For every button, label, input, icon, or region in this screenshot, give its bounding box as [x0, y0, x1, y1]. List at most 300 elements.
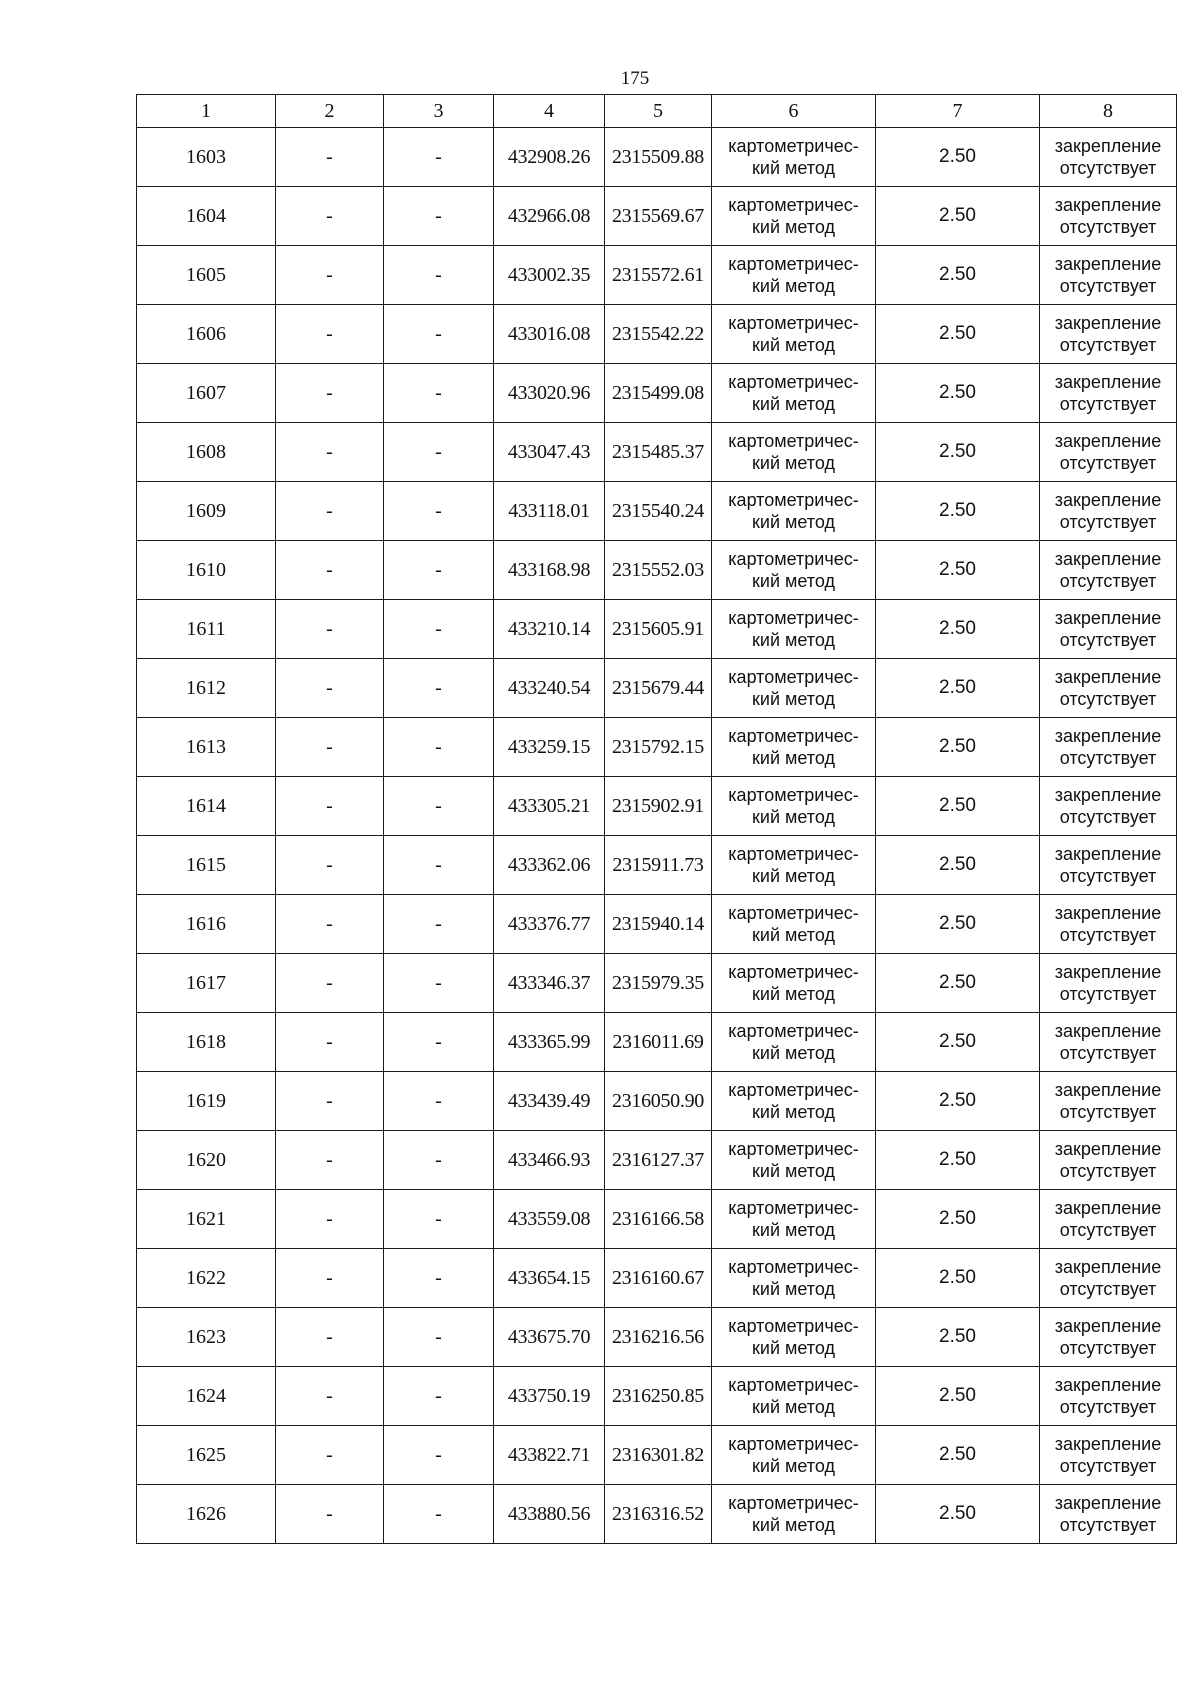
point-number-cell: 1620	[137, 1131, 276, 1190]
point-number-cell: 1612	[137, 659, 276, 718]
fixing-cell	[1040, 482, 1177, 541]
fixing-cell	[1040, 305, 1177, 364]
table-row	[137, 1308, 1177, 1367]
fixing-cell	[1040, 1485, 1177, 1544]
column-2-cell: -	[276, 246, 384, 305]
method-cell	[712, 718, 876, 777]
column-3-cell: -	[384, 1190, 494, 1249]
method-cell	[712, 836, 876, 895]
fixing-line-2: отсутствует	[1059, 1102, 1157, 1122]
method-line-2: кий метод	[752, 807, 835, 827]
fixing-line-1: закрепление	[1054, 1316, 1162, 1336]
coordinate-x-cell: 433654.15	[494, 1249, 605, 1308]
table-row	[137, 659, 1177, 718]
column-2-cell: -	[276, 1072, 384, 1131]
coordinate-y-cell: 2315485.37	[605, 423, 712, 482]
coordinate-y-cell: 2315792.15	[605, 718, 712, 777]
accuracy-cell: 2.50	[876, 482, 1040, 541]
coordinate-x-cell: 433559.08	[494, 1190, 605, 1249]
column-2-cell: -	[276, 895, 384, 954]
table-row	[137, 600, 1177, 659]
column-2-cell: -	[276, 600, 384, 659]
fixing-line-1: закрепление	[1054, 726, 1162, 746]
column-3-cell: -	[384, 1367, 494, 1426]
coordinate-y-cell: 2315605.91	[605, 600, 712, 659]
coordinate-y-cell: 2316160.67	[605, 1249, 712, 1308]
fixing-line-2: отсутствует	[1059, 335, 1157, 355]
fixing-cell	[1040, 187, 1177, 246]
point-number-cell: 1623	[137, 1308, 276, 1367]
method-cell	[712, 1013, 876, 1072]
table-row	[137, 364, 1177, 423]
point-number-cell: 1621	[137, 1190, 276, 1249]
fixing-line-2: отсутствует	[1059, 1515, 1157, 1535]
coordinate-y-cell: 2315911.73	[605, 836, 712, 895]
column-3-cell: -	[384, 482, 494, 541]
fixing-line-1: закрепление	[1054, 1434, 1162, 1454]
coordinate-x-cell: 433362.06	[494, 836, 605, 895]
point-number-cell: 1610	[137, 541, 276, 600]
fixing-line-2: отсутствует	[1059, 276, 1157, 296]
coordinate-y-cell: 2316166.58	[605, 1190, 712, 1249]
method-cell	[712, 1426, 876, 1485]
coordinate-x-cell: 433047.43	[494, 423, 605, 482]
fixing-line-2: отсутствует	[1059, 1456, 1157, 1476]
method-line-2: кий метод	[752, 748, 835, 768]
column-3-cell: -	[384, 1426, 494, 1485]
fixing-line-1: закрепление	[1054, 490, 1162, 510]
table-row	[137, 423, 1177, 482]
point-number-cell: 1617	[137, 954, 276, 1013]
table-row	[137, 1249, 1177, 1308]
fixing-line-2: отсутствует	[1059, 453, 1157, 473]
method-cell	[712, 1190, 876, 1249]
method-line-1: картометричес-	[728, 844, 859, 864]
method-cell	[712, 1131, 876, 1190]
method-line-2: кий метод	[752, 866, 835, 886]
accuracy-cell: 2.50	[876, 364, 1040, 423]
method-line-1: картометричес-	[728, 1316, 859, 1336]
point-number-cell: 1607	[137, 364, 276, 423]
coordinate-x-cell: 433210.14	[494, 600, 605, 659]
coordinate-x-cell: 433822.71	[494, 1426, 605, 1485]
fixing-line-2: отсутствует	[1059, 1397, 1157, 1417]
fixing-line-2: отсутствует	[1059, 630, 1157, 650]
fixing-cell	[1040, 1367, 1177, 1426]
point-number-cell: 1603	[137, 128, 276, 187]
coordinate-y-cell: 2315569.67	[605, 187, 712, 246]
accuracy-cell: 2.50	[876, 1013, 1040, 1072]
column-3-cell: -	[384, 1249, 494, 1308]
table-row	[137, 1131, 1177, 1190]
coordinate-x-cell: 433020.96	[494, 364, 605, 423]
fixing-line-1: закрепление	[1054, 313, 1162, 333]
fixing-cell	[1040, 1426, 1177, 1485]
coordinate-x-cell: 433118.01	[494, 482, 605, 541]
fixing-cell	[1040, 1249, 1177, 1308]
coordinate-x-cell: 433750.19	[494, 1367, 605, 1426]
method-cell	[712, 1485, 876, 1544]
fixing-line-1: закрепление	[1054, 1021, 1162, 1041]
column-3-cell: -	[384, 541, 494, 600]
table-row	[137, 482, 1177, 541]
fixing-line-2: отсутствует	[1059, 571, 1157, 591]
fixing-line-2: отсутствует	[1059, 1338, 1157, 1358]
column-header: 4	[494, 95, 605, 128]
accuracy-cell: 2.50	[876, 1367, 1040, 1426]
column-header: 2	[276, 95, 384, 128]
point-number-cell: 1609	[137, 482, 276, 541]
point-number-cell: 1613	[137, 718, 276, 777]
column-3-cell: -	[384, 1131, 494, 1190]
fixing-line-2: отсутствует	[1059, 866, 1157, 886]
fixing-line-1: закрепление	[1054, 254, 1162, 274]
method-line-1: картометричес-	[728, 962, 859, 982]
column-3-cell: -	[384, 954, 494, 1013]
coordinate-y-cell: 2315902.91	[605, 777, 712, 836]
column-3-cell: -	[384, 836, 494, 895]
method-line-2: кий метод	[752, 453, 835, 473]
method-line-2: кий метод	[752, 1515, 835, 1535]
coordinate-y-cell: 2316316.52	[605, 1485, 712, 1544]
column-2-cell: -	[276, 1131, 384, 1190]
fixing-cell	[1040, 1072, 1177, 1131]
table-row	[137, 718, 1177, 777]
coordinate-y-cell: 2315979.35	[605, 954, 712, 1013]
method-cell	[712, 305, 876, 364]
fixing-line-2: отсутствует	[1059, 158, 1157, 178]
method-cell	[712, 246, 876, 305]
accuracy-cell: 2.50	[876, 128, 1040, 187]
point-number-cell: 1611	[137, 600, 276, 659]
coordinate-y-cell: 2315540.24	[605, 482, 712, 541]
fixing-cell	[1040, 895, 1177, 954]
column-2-cell: -	[276, 1426, 384, 1485]
method-cell	[712, 128, 876, 187]
fixing-line-1: закрепление	[1054, 195, 1162, 215]
accuracy-cell: 2.50	[876, 895, 1040, 954]
fixing-cell	[1040, 364, 1177, 423]
coordinate-x-cell: 433439.49	[494, 1072, 605, 1131]
fixing-line-1: закрепление	[1054, 667, 1162, 687]
column-3-cell: -	[384, 1072, 494, 1131]
fixing-line-1: закрепление	[1054, 962, 1162, 982]
fixing-line-1: закрепление	[1054, 844, 1162, 864]
column-header: 6	[712, 95, 876, 128]
method-line-2: кий метод	[752, 1338, 835, 1358]
method-line-2: кий метод	[752, 1279, 835, 1299]
fixing-line-2: отсутствует	[1059, 1220, 1157, 1240]
method-cell	[712, 600, 876, 659]
accuracy-cell: 2.50	[876, 600, 1040, 659]
method-line-2: кий метод	[752, 394, 835, 414]
coordinate-x-cell: 433259.15	[494, 718, 605, 777]
accuracy-cell: 2.50	[876, 541, 1040, 600]
point-number-cell: 1615	[137, 836, 276, 895]
coordinate-x-cell: 433240.54	[494, 659, 605, 718]
fixing-line-1: закрепление	[1054, 1375, 1162, 1395]
fixing-line-2: отсутствует	[1059, 1279, 1157, 1299]
fixing-line-1: закрепление	[1054, 549, 1162, 569]
column-3-cell: -	[384, 305, 494, 364]
fixing-cell	[1040, 423, 1177, 482]
method-cell	[712, 482, 876, 541]
column-2-cell: -	[276, 1249, 384, 1308]
method-line-2: кий метод	[752, 158, 835, 178]
method-line-1: картометричес-	[728, 549, 859, 569]
method-line-2: кий метод	[752, 217, 835, 237]
header-row	[137, 95, 1177, 128]
column-header: 5	[605, 95, 712, 128]
column-2-cell: -	[276, 659, 384, 718]
coordinate-x-cell: 433168.98	[494, 541, 605, 600]
accuracy-cell: 2.50	[876, 305, 1040, 364]
method-cell	[712, 1249, 876, 1308]
column-3-cell: -	[384, 659, 494, 718]
fixing-line-2: отсутствует	[1059, 217, 1157, 237]
coordinate-y-cell: 2316050.90	[605, 1072, 712, 1131]
method-cell	[712, 777, 876, 836]
column-2-cell: -	[276, 541, 384, 600]
method-line-2: кий метод	[752, 571, 835, 591]
fixing-cell	[1040, 1013, 1177, 1072]
fixing-line-2: отсутствует	[1059, 1043, 1157, 1063]
column-2-cell: -	[276, 187, 384, 246]
method-line-1: картометричес-	[728, 1493, 859, 1513]
accuracy-cell: 2.50	[876, 777, 1040, 836]
method-cell	[712, 895, 876, 954]
accuracy-cell: 2.50	[876, 659, 1040, 718]
point-number-cell: 1614	[137, 777, 276, 836]
table-row	[137, 1367, 1177, 1426]
column-3-cell: -	[384, 718, 494, 777]
column-3-cell: -	[384, 187, 494, 246]
method-cell	[712, 423, 876, 482]
coordinate-x-cell: 433376.77	[494, 895, 605, 954]
fixing-cell	[1040, 1308, 1177, 1367]
method-line-2: кий метод	[752, 276, 835, 296]
table-row	[137, 246, 1177, 305]
coordinate-y-cell: 2316250.85	[605, 1367, 712, 1426]
method-line-2: кий метод	[752, 630, 835, 650]
accuracy-cell: 2.50	[876, 1190, 1040, 1249]
column-2-cell: -	[276, 718, 384, 777]
fixing-line-2: отсутствует	[1059, 925, 1157, 945]
fixing-line-2: отсутствует	[1059, 394, 1157, 414]
fixing-line-1: закрепление	[1054, 372, 1162, 392]
method-line-1: картометричес-	[728, 431, 859, 451]
column-3-cell: -	[384, 1485, 494, 1544]
column-2-cell: -	[276, 836, 384, 895]
fixing-cell	[1040, 718, 1177, 777]
column-3-cell: -	[384, 1013, 494, 1072]
fixing-cell	[1040, 1131, 1177, 1190]
column-3-cell: -	[384, 364, 494, 423]
fixing-line-1: закрепление	[1054, 1080, 1162, 1100]
fixing-line-2: отсутствует	[1059, 748, 1157, 768]
column-2-cell: -	[276, 777, 384, 836]
fixing-line-1: закрепление	[1054, 1257, 1162, 1277]
table-row	[137, 1426, 1177, 1485]
fixing-cell	[1040, 128, 1177, 187]
method-line-1: картометричес-	[728, 372, 859, 392]
accuracy-cell: 2.50	[876, 187, 1040, 246]
column-3-cell: -	[384, 600, 494, 659]
method-cell	[712, 1308, 876, 1367]
page-number: 175	[620, 68, 650, 89]
method-cell	[712, 659, 876, 718]
method-line-2: кий метод	[752, 984, 835, 1004]
fixing-line-1: закрепление	[1054, 903, 1162, 923]
boundary-points-table	[136, 94, 1177, 1544]
point-number-cell: 1605	[137, 246, 276, 305]
fixing-cell	[1040, 659, 1177, 718]
method-line-2: кий метод	[752, 1102, 835, 1122]
coordinate-y-cell: 2316127.37	[605, 1131, 712, 1190]
point-number-cell: 1616	[137, 895, 276, 954]
column-2-cell: -	[276, 364, 384, 423]
method-line-2: кий метод	[752, 1043, 835, 1063]
table-row	[137, 305, 1177, 364]
fixing-line-2: отсутствует	[1059, 1161, 1157, 1181]
coordinate-x-cell: 432908.26	[494, 128, 605, 187]
table-row	[137, 1485, 1177, 1544]
fixing-line-1: закрепление	[1054, 1493, 1162, 1513]
table-row	[137, 836, 1177, 895]
point-number-cell: 1619	[137, 1072, 276, 1131]
point-number-cell: 1608	[137, 423, 276, 482]
method-line-1: картометричес-	[728, 667, 859, 687]
fixing-line-1: закрепление	[1054, 136, 1162, 156]
column-2-cell: -	[276, 128, 384, 187]
method-line-1: картометричес-	[728, 726, 859, 746]
coordinate-y-cell: 2315552.03	[605, 541, 712, 600]
column-3-cell: -	[384, 1308, 494, 1367]
table-row	[137, 954, 1177, 1013]
table-row	[137, 895, 1177, 954]
accuracy-cell: 2.50	[876, 718, 1040, 777]
column-2-cell: -	[276, 1190, 384, 1249]
method-line-2: кий метод	[752, 512, 835, 532]
coordinate-x-cell: 433880.56	[494, 1485, 605, 1544]
accuracy-cell: 2.50	[876, 836, 1040, 895]
column-2-cell: -	[276, 954, 384, 1013]
accuracy-cell: 2.50	[876, 1308, 1040, 1367]
column-3-cell: -	[384, 246, 494, 305]
method-line-2: кий метод	[752, 925, 835, 945]
column-3-cell: -	[384, 423, 494, 482]
method-line-1: картометричес-	[728, 1375, 859, 1395]
coordinate-y-cell: 2315572.61	[605, 246, 712, 305]
accuracy-cell: 2.50	[876, 1485, 1040, 1544]
table-row	[137, 1190, 1177, 1249]
column-2-cell: -	[276, 1013, 384, 1072]
method-line-1: картометричес-	[728, 490, 859, 510]
fixing-line-2: отсутствует	[1059, 807, 1157, 827]
fixing-cell	[1040, 954, 1177, 1013]
coordinate-y-cell: 2315499.08	[605, 364, 712, 423]
point-number-cell: 1626	[137, 1485, 276, 1544]
table-row	[137, 1013, 1177, 1072]
method-line-1: картометричес-	[728, 1021, 859, 1041]
method-line-2: кий метод	[752, 335, 835, 355]
coordinate-x-cell: 433346.37	[494, 954, 605, 1013]
method-line-2: кий метод	[752, 689, 835, 709]
method-line-2: кий метод	[752, 1397, 835, 1417]
fixing-line-1: закрепление	[1054, 608, 1162, 628]
point-number-cell: 1622	[137, 1249, 276, 1308]
method-line-2: кий метод	[752, 1161, 835, 1181]
method-cell	[712, 1072, 876, 1131]
coordinate-y-cell: 2315542.22	[605, 305, 712, 364]
coordinate-y-cell: 2315940.14	[605, 895, 712, 954]
method-line-2: кий метод	[752, 1456, 835, 1476]
method-cell	[712, 1367, 876, 1426]
column-2-cell: -	[276, 1485, 384, 1544]
fixing-line-1: закрепление	[1054, 431, 1162, 451]
table-row	[137, 1072, 1177, 1131]
column-2-cell: -	[276, 305, 384, 364]
fixing-cell	[1040, 777, 1177, 836]
accuracy-cell: 2.50	[876, 954, 1040, 1013]
method-line-1: картометричес-	[728, 608, 859, 628]
column-3-cell: -	[384, 128, 494, 187]
column-3-cell: -	[384, 895, 494, 954]
coordinate-y-cell: 2316216.56	[605, 1308, 712, 1367]
column-header: 8	[1040, 95, 1177, 128]
point-number-cell: 1624	[137, 1367, 276, 1426]
method-line-1: картометричес-	[728, 1198, 859, 1218]
coordinate-x-cell: 433675.70	[494, 1308, 605, 1367]
method-line-1: картометричес-	[728, 1434, 859, 1454]
method-line-1: картометричес-	[728, 136, 859, 156]
table-row	[137, 187, 1177, 246]
point-number-cell: 1604	[137, 187, 276, 246]
point-number-cell: 1606	[137, 305, 276, 364]
table-row	[137, 128, 1177, 187]
coordinate-x-cell: 433305.21	[494, 777, 605, 836]
column-2-cell: -	[276, 482, 384, 541]
coordinate-y-cell: 2315679.44	[605, 659, 712, 718]
method-line-2: кий метод	[752, 1220, 835, 1240]
accuracy-cell: 2.50	[876, 1131, 1040, 1190]
fixing-cell	[1040, 836, 1177, 895]
point-number-cell: 1618	[137, 1013, 276, 1072]
method-cell	[712, 364, 876, 423]
method-cell	[712, 541, 876, 600]
method-line-1: картометричес-	[728, 1080, 859, 1100]
coordinate-x-cell: 433365.99	[494, 1013, 605, 1072]
method-line-1: картометричес-	[728, 903, 859, 923]
coordinate-x-cell: 433466.93	[494, 1131, 605, 1190]
fixing-cell	[1040, 246, 1177, 305]
method-line-1: картометричес-	[728, 254, 859, 274]
fixing-line-2: отсутствует	[1059, 512, 1157, 532]
coordinate-y-cell: 2315509.88	[605, 128, 712, 187]
fixing-line-1: закрепление	[1054, 1198, 1162, 1218]
coordinate-y-cell: 2316011.69	[605, 1013, 712, 1072]
column-2-cell: -	[276, 1367, 384, 1426]
method-line-1: картометричес-	[728, 195, 859, 215]
accuracy-cell: 2.50	[876, 246, 1040, 305]
method-line-1: картометричес-	[728, 313, 859, 333]
column-header: 7	[876, 95, 1040, 128]
method-line-1: картометричес-	[728, 785, 859, 805]
fixing-cell	[1040, 541, 1177, 600]
table-body	[137, 128, 1177, 1544]
table-row	[137, 541, 1177, 600]
fixing-cell	[1040, 600, 1177, 659]
